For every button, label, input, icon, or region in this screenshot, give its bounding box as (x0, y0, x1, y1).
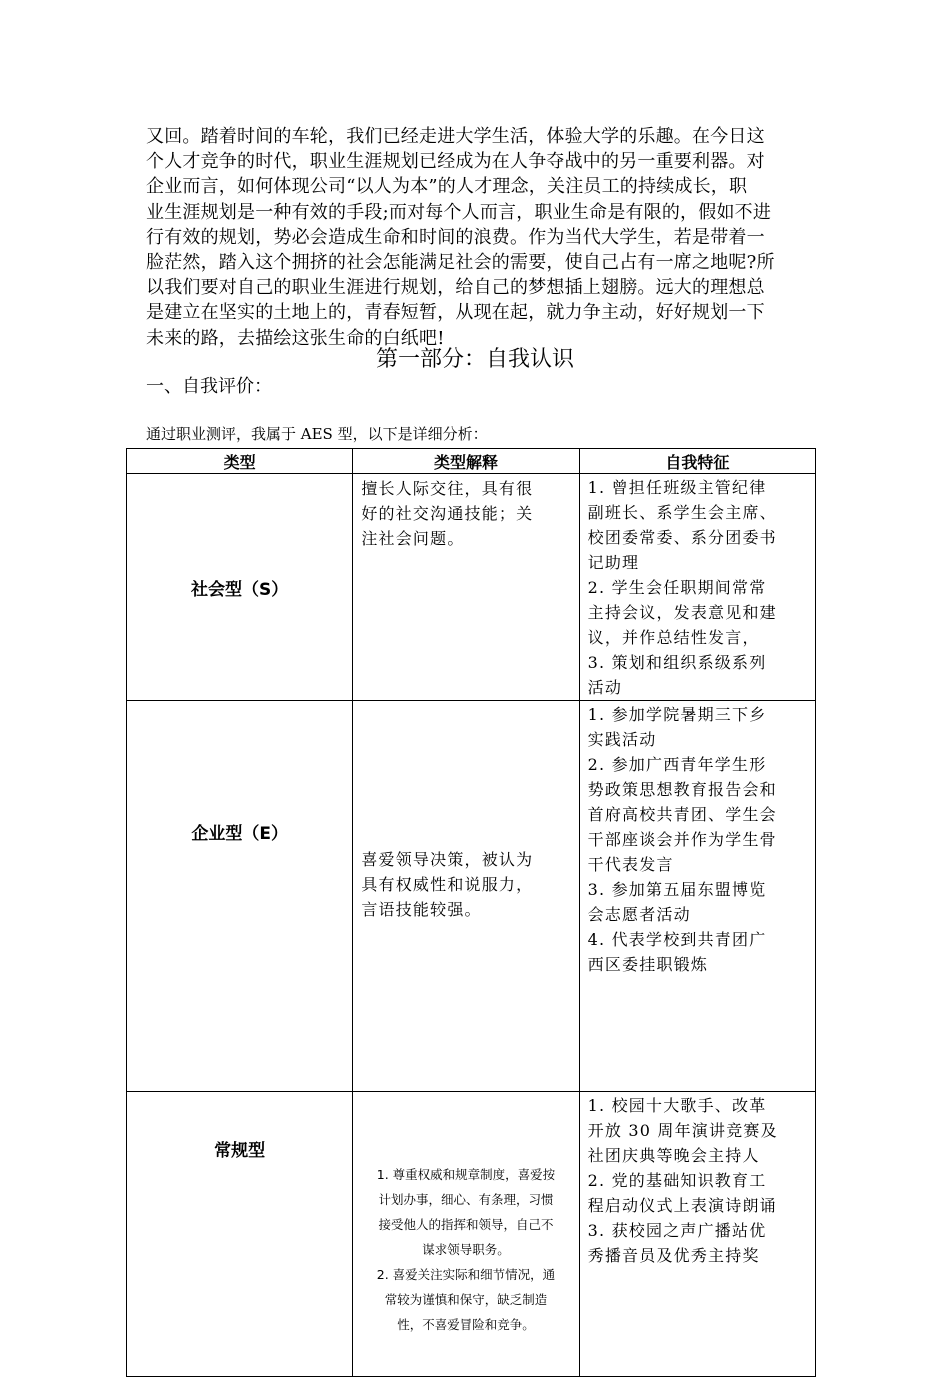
header-type: 类型 (127, 449, 353, 474)
feature-line: 实践活动 (587, 730, 657, 749)
intro-line: 脸茫然，踏入这个拥挤的社会怎能满足社会的需要，使自己占有一席之地呢?所 (146, 252, 775, 274)
feature-line: 3. 获校园之声广播站优 (587, 1221, 767, 1240)
feature-line: 活动 (587, 678, 623, 697)
explanation-cell (353, 701, 579, 1092)
header-features: 自我特征 (579, 449, 815, 474)
feature-line: 程启动仪式上表演诗朗诵 (587, 1196, 777, 1215)
subsection-heading: 一、自我评价： (146, 376, 272, 397)
explanation-line: 1. 尊重权威和规章制度，喜爱按 (376, 1167, 556, 1182)
explanation-line: 擅长人际交往，具有很 (361, 479, 534, 498)
explanation-line: 接受他人的指挥和领导，自己不 (378, 1217, 554, 1232)
intro-line: 以我们要对自己的职业生涯进行规划，给自己的梦想插上翅膀。远大的理想总 (146, 277, 765, 299)
explanation-cell (353, 1092, 579, 1377)
header-explanation: 类型解释 (353, 449, 579, 474)
explanation-line: 常较为谨慎和保守，缺乏制造 (384, 1292, 548, 1307)
table-row (127, 701, 816, 1092)
feature-line: 3. 参加第五届东盟博览 (587, 880, 767, 899)
feature-line: 干部座谈会并作为学生骨 (587, 830, 777, 849)
feature-line: 秀播音员及优秀主持奖 (587, 1246, 760, 1265)
intro-line: 又回。踏着时间的车轮，我们已经走进大学生活，体验大学的乐趣。在今日这 (146, 126, 765, 147)
explanation-line: 注社会问题。 (361, 529, 465, 548)
features-cell (579, 1092, 815, 1377)
feature-line: 势政策思想教育报告会和 (587, 780, 777, 799)
type-cell: 社会型（S） (127, 474, 353, 701)
intro-line: 个人才竞争的时代，职业生涯规划已经成为在人争夺战中的另一重要利器。对 (146, 151, 765, 173)
feature-line: 主持会议，发表意见和建 (587, 603, 777, 622)
explanation-line: 性，不喜爱冒险和竞争。 (397, 1317, 535, 1332)
feature-line: 干代表发言 (587, 855, 674, 874)
feature-line: 1. 校园十大歌手、改革 (587, 1096, 767, 1115)
explanation-line: 谋求领导职务。 (422, 1242, 510, 1257)
intro-line: 是建立在坚实的土地上的，青春短暂，从现在起，就力争主动，好好规划一下 (146, 302, 765, 324)
explanation-cell (353, 474, 579, 701)
feature-line: 议，并作总结性发言， (587, 628, 760, 647)
feature-line: 3. 策划和组织系级系列 (587, 653, 767, 672)
explanation-line: 计划办事，细心、有条理，习惯 (378, 1192, 554, 1207)
intro-paragraph (146, 124, 814, 351)
feature-line: 社团庆典等晚会主持人 (587, 1146, 760, 1165)
feature-line: 1. 参加学院暑期三下乡 (587, 705, 767, 724)
intro-line: 业生涯规划是一种有效的手段;而对每个人而言，职业生命是有限的，假如不进 (146, 201, 772, 223)
assessment-table (126, 448, 816, 1377)
feature-line: 2. 参加广西青年学生形 (587, 755, 767, 774)
feature-line: 4. 代表学校到共青团广 (587, 930, 767, 949)
explanation-line: 具有权威性和说服力， (361, 875, 534, 894)
explanation-line: 喜爱领导决策，被认为 (361, 850, 534, 869)
explanation-line: 2. 喜爱关注实际和细节情况，通 (376, 1267, 556, 1282)
intro-line: 企业而言，如何体现公司“以人为本”的人才理念，关注员工的持续成长，职 (146, 176, 748, 198)
feature-line: 2. 党的基础知识教育工 (587, 1171, 767, 1190)
feature-line: 首府高校共青团、学生会 (587, 805, 777, 824)
feature-line: 西区委挂职锻炼 (587, 955, 709, 974)
table-row (127, 1092, 816, 1377)
type-cell: 企业型（E） (127, 701, 353, 1092)
feature-line: 1. 曾担任班级主管纪律 (587, 478, 767, 497)
table-row (127, 474, 816, 701)
features-cell (579, 474, 815, 701)
explanation-line: 言语技能较强。 (361, 900, 482, 919)
explanation-line: 好的社交沟通技能；关 (361, 504, 534, 523)
feature-line: 副班长、系学生会主席、 (587, 503, 777, 522)
type-cell: 常规型 (127, 1092, 353, 1377)
intro-line: 行有效的规划，势必会造成生命和时间的浪费。作为当代大学生，若是带着一 (146, 226, 765, 248)
feature-line: 开放 30 周年演讲竞赛及 (587, 1121, 778, 1140)
feature-line: 校团委常委、系分团委书 (587, 528, 777, 547)
feature-line: 记助理 (587, 553, 640, 572)
features-cell (579, 701, 815, 1092)
table-header-row (127, 449, 816, 474)
feature-line: 会志愿者活动 (587, 905, 691, 924)
section-heading: 第一部分：自我认识 (375, 347, 574, 372)
intro-line: 未来的路，去描绘这张生命的白纸吧! (146, 327, 445, 349)
pasted-text-block (362, 1162, 570, 1337)
table-caption: 通过职业测评，我属于 AES 型，以下是详细分析： (146, 425, 488, 443)
feature-line: 2. 学生会任职期间常常 (587, 578, 767, 597)
